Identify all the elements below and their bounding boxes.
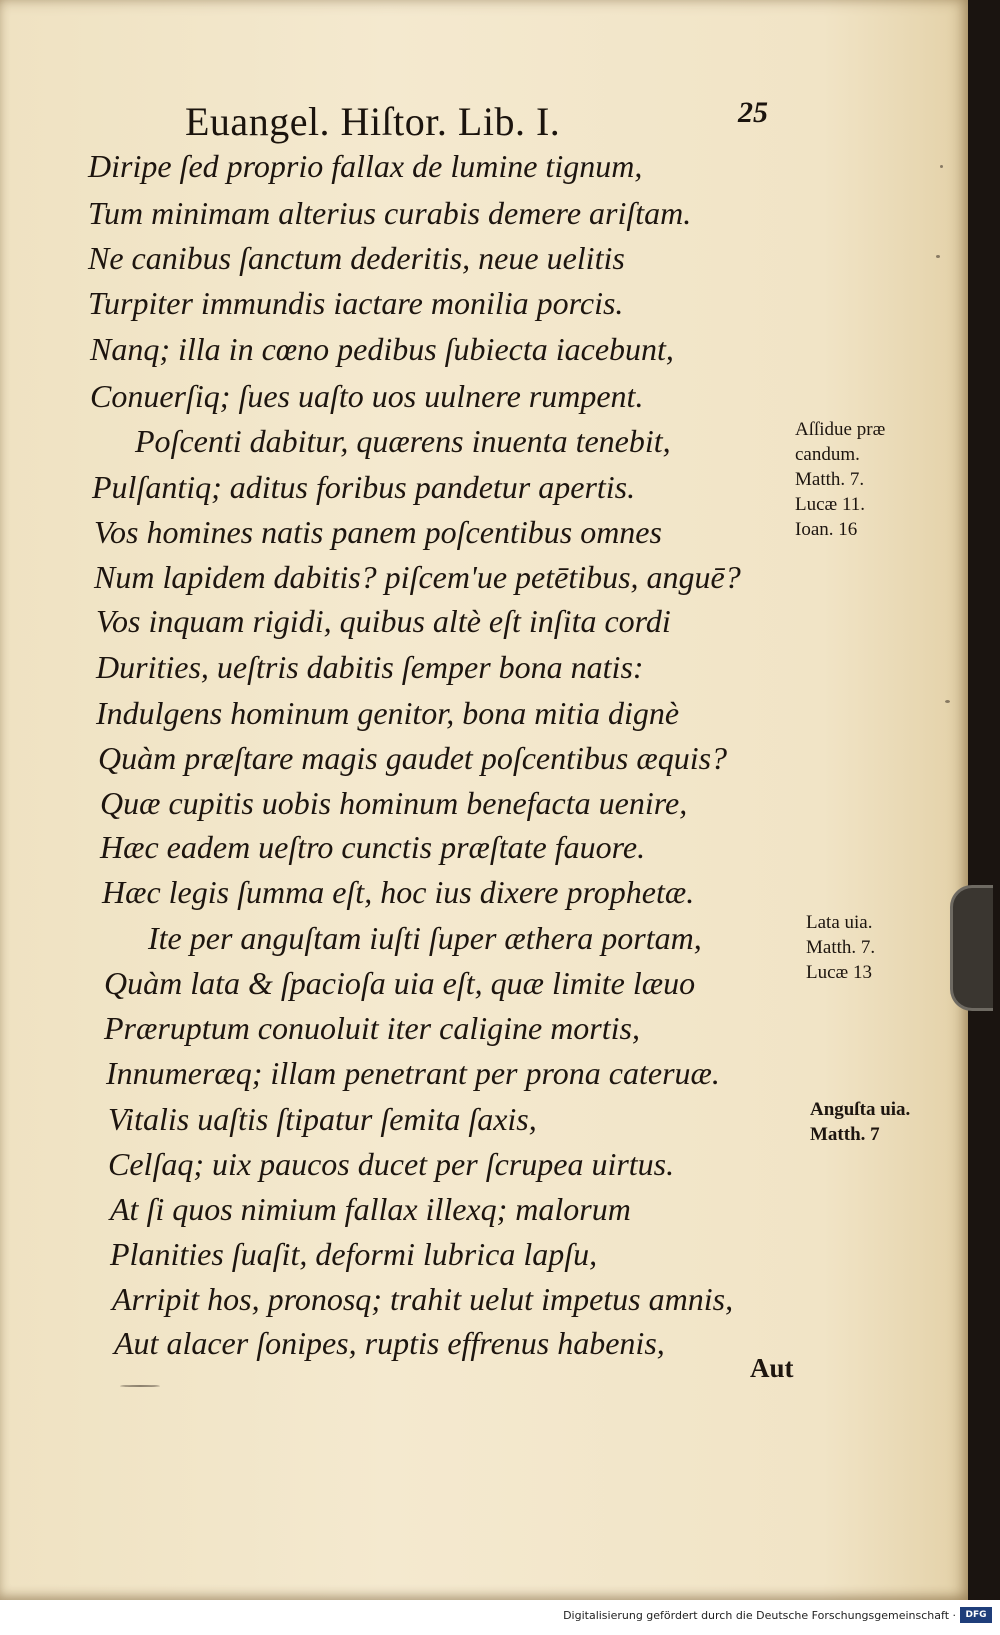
verse-line: Vos inquam rigidi, quibus altè eſt inſita cordi (96, 603, 671, 639)
verse-line: Pulſantiq; aditus foribus pandetur apertis. (92, 469, 636, 505)
verse-line: Turpiter immundis iactare monilia porcis. (88, 285, 624, 321)
verse-line: Durities, ueſtris dabitis ſemper bona natis: (96, 649, 644, 685)
verse-line: Poſcenti dabitur, quærens inuenta tenebit, (135, 423, 671, 459)
ink-speck (940, 165, 943, 168)
page-clasp-tab (950, 885, 993, 1011)
ink-speck (945, 700, 950, 703)
margin-note-angusta-uia: Anguſta uia. Matth. 7 (810, 1099, 911, 1145)
margin-note-assidue: Aſſidue præ candum. Matth. 7. Lucæ 11. Ioan. 16 (795, 419, 886, 540)
catchword: Aut (750, 1353, 794, 1383)
verse-line: Nanq; illa in cœno pedibus ſubiecta iacebunt, (90, 331, 674, 367)
funding-credit: Digitalisierung gefördert durch die Deutsche Forschungsgemeinschaft · (563, 1609, 956, 1622)
page-number: 25 (738, 96, 768, 129)
margin-note-lata-uia: Lata uia. Matth. 7. Lucæ 13 (806, 912, 876, 983)
verse-line: Ite per anguſtam iuſti ſuper æthera portam, (148, 920, 702, 956)
verse-line: Hæc legis ſumma eſt, hoc ius dixere prophetæ. (102, 874, 695, 910)
verse-line: Præruptum conuoluit iter caligine mortis, (104, 1010, 640, 1046)
ink-speck (936, 255, 940, 258)
verse-line: Quæ cupitis uobis hominum benefacta uenire, (100, 785, 688, 821)
ink-speck (120, 1385, 160, 1387)
verse-line: At ſi quos nimium fallax illexq; malorum (110, 1191, 631, 1227)
verse-line: Aut alacer ſonipes, ruptis effrenus habenis, (114, 1325, 665, 1361)
verse-line: Vos homines natis panem poſcentibus omnes (94, 514, 662, 550)
verse-line: Vitalis uaſtis ſtipatur ſemita ſaxis, (108, 1101, 537, 1137)
verse-line: Quàm præſtare magis gaudet poſcentibus æquis? (98, 740, 728, 776)
footer-bar (0, 1600, 1000, 1635)
verse-line: Hæc eadem ueſtro cunctis præſtate fauore. (100, 829, 646, 865)
dfg-logo: DFG (960, 1607, 992, 1623)
verse-line: Celſaq; uix paucos ducet per ſcrupea uirtus. (108, 1146, 675, 1182)
verse-line: Conuerſiq; ſues uaſto uos uulnere rumpent. (90, 378, 644, 414)
verse-line: Innumeræq; illam penetrant per prona cateruæ. (106, 1055, 720, 1091)
verse-line: Arripit hos, pronosq; trahit uelut impetus amnis, (112, 1281, 734, 1317)
verse-line: Quàm lata & ſpacioſa uia eſt, quæ limite læuo (104, 965, 696, 1001)
verse-line: Tum minimam alterius curabis demere ariſtam. (88, 195, 692, 231)
verse-line: Num lapidem dabitis? piſcem'ue petētibus, anguē? (94, 559, 741, 595)
running-title: Euangel. Hiſtor. Lib. I. (185, 99, 561, 144)
verse-line: Ne canibus ſanctum dederitis, neue uelitis (88, 240, 625, 276)
verse-line: Indulgens hominum genitor, bona mitia dignè (96, 695, 680, 731)
verse-line: Planities ſuaſit, deformi lubrica lapſu, (110, 1236, 598, 1272)
verse-line: Diripe ſed proprio fallax de lumine tignum, (88, 148, 643, 184)
